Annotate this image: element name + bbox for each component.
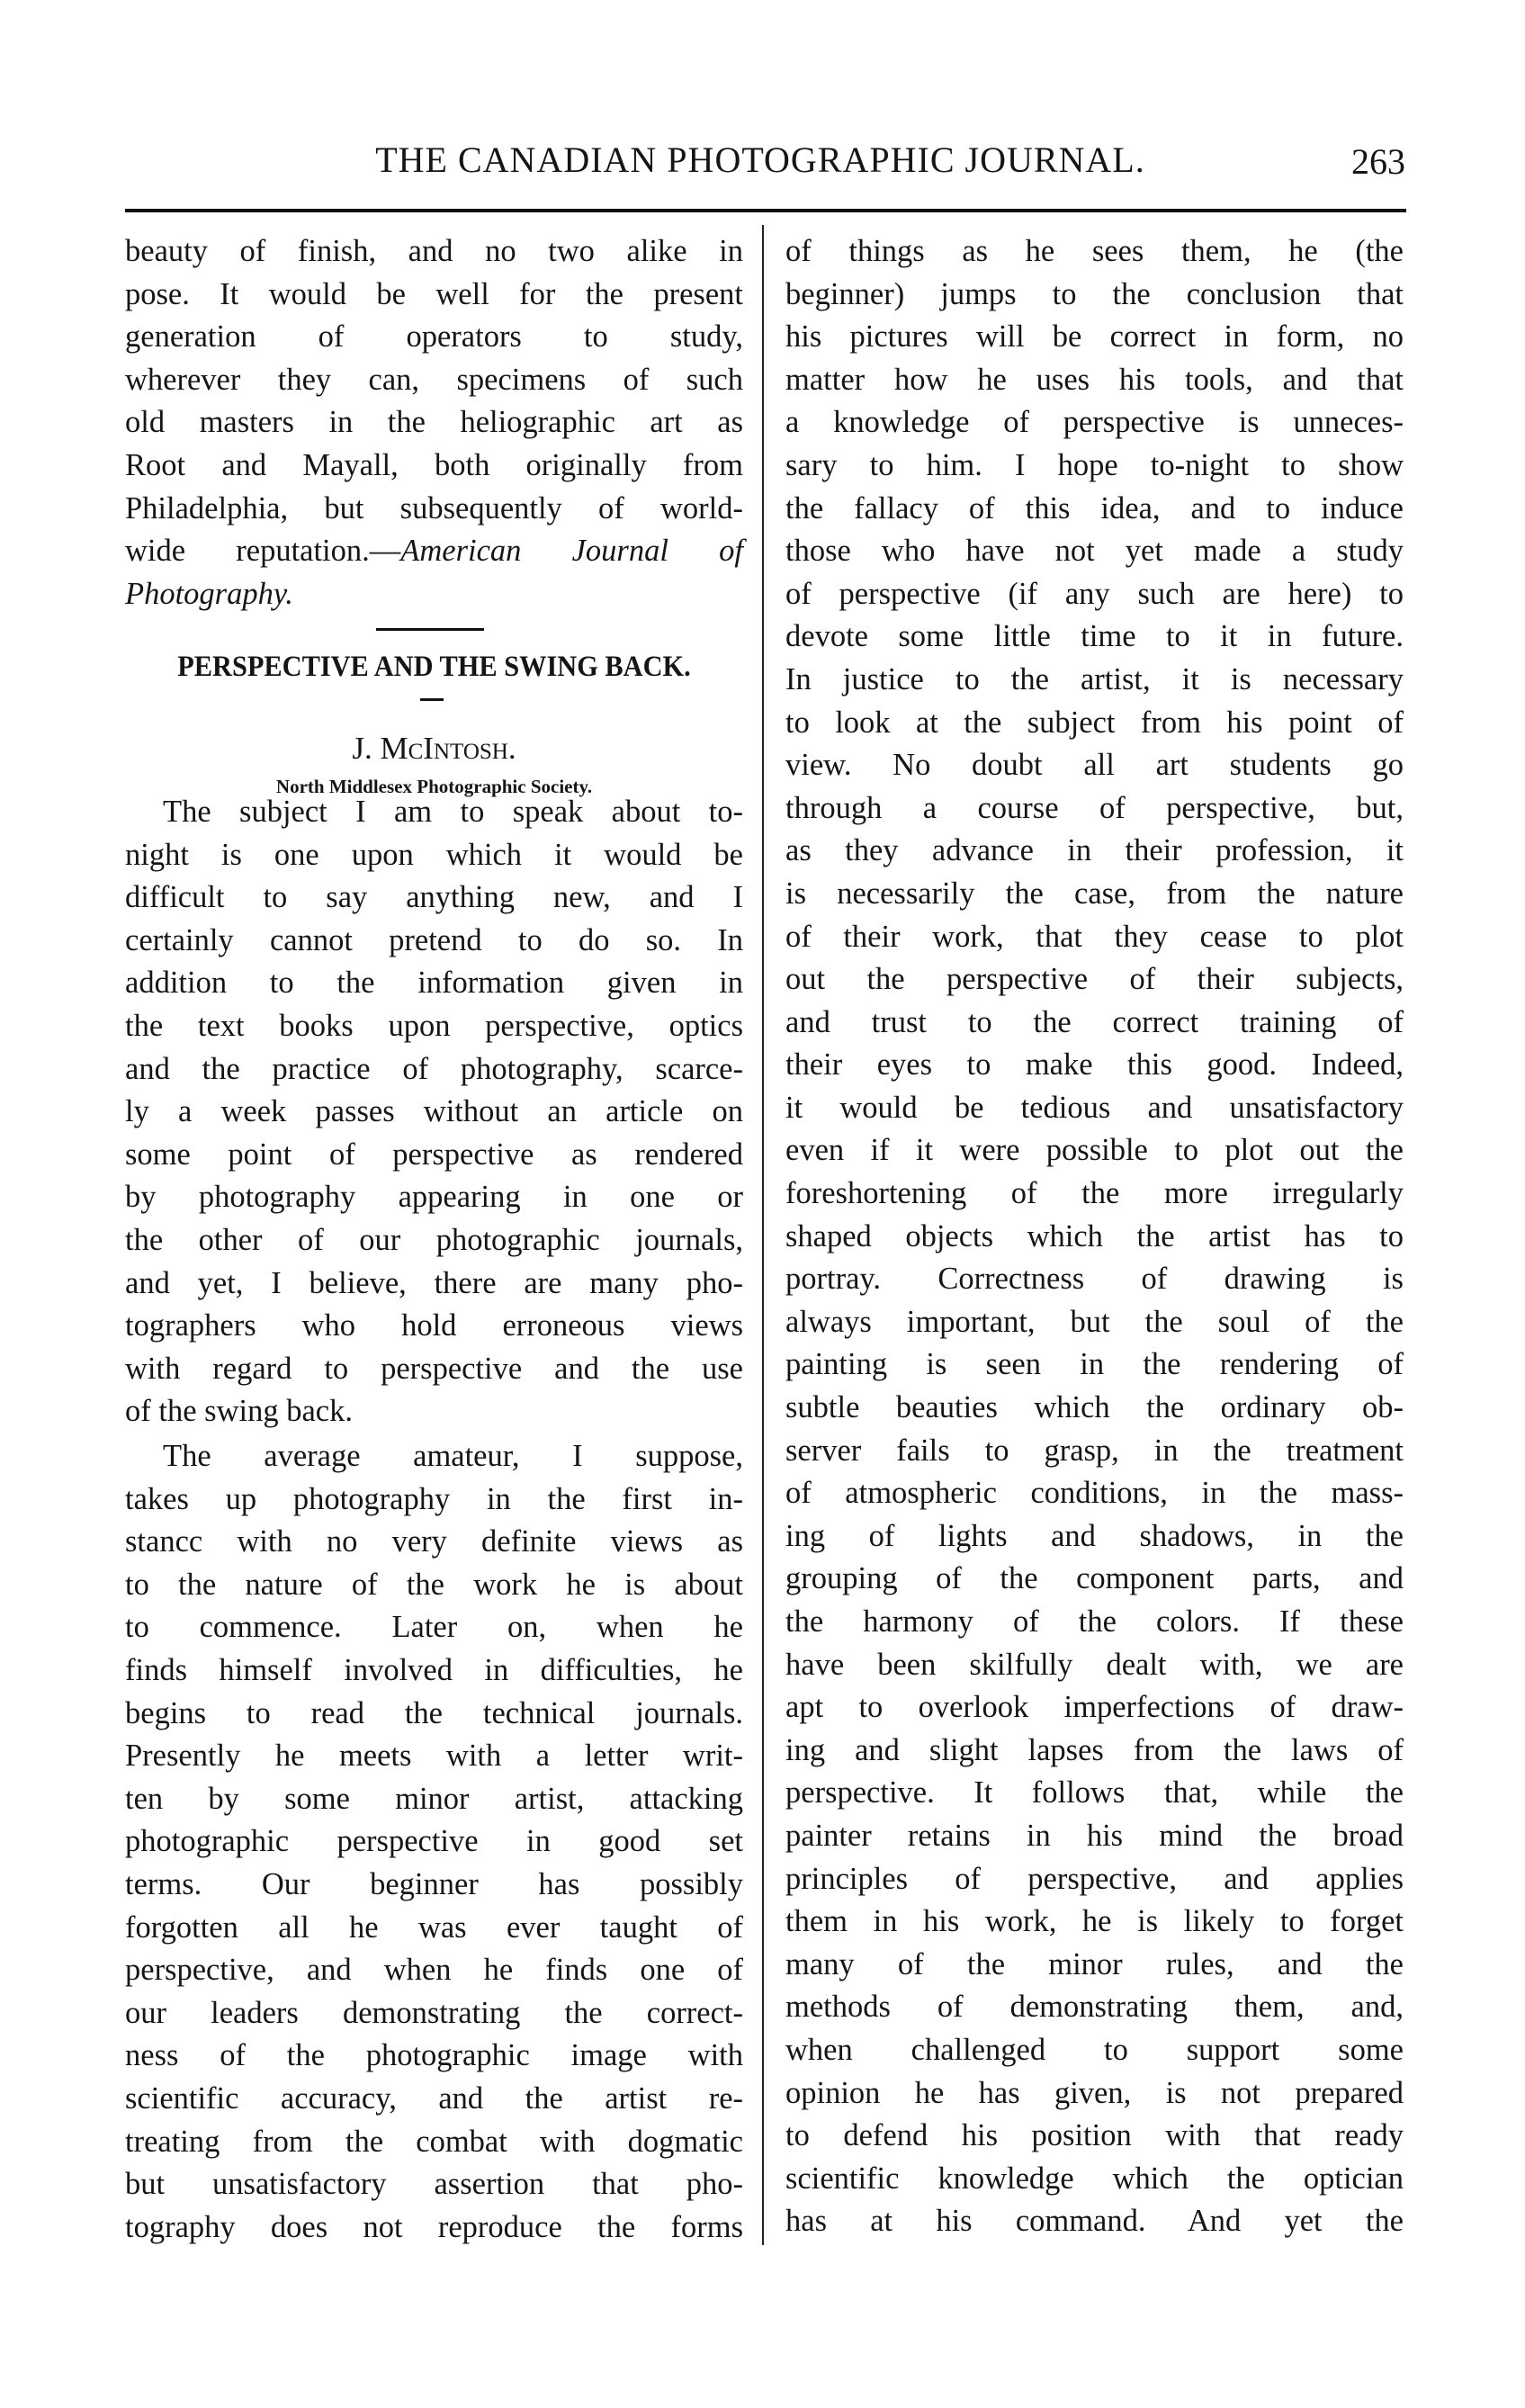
text-line: photographic perspective in good set	[125, 1824, 743, 1859]
text-line: always important, but the soul of the	[785, 1304, 1404, 1339]
text-line: Root and Mayall, both originally from	[125, 447, 743, 482]
text-line: beauty of finish, and no two alike in	[125, 234, 743, 268]
text-line: ing and slight lapses from the laws of	[785, 1732, 1404, 1767]
text-line: perspective. It follows that, while the	[785, 1775, 1404, 1810]
left-column-continuation	[125, 230, 743, 615]
text-line: portray. Correctness of drawing is	[785, 1262, 1404, 1297]
text-line: opinion he has given, is not prepared	[785, 2075, 1404, 2110]
text-line: scientific knowledge which the optician	[785, 2161, 1404, 2196]
text-line: wherever they can, specimens of such	[125, 362, 743, 397]
text-line: addition to the information given in	[125, 966, 743, 1001]
text-line: the harmony of the colors. If these	[785, 1604, 1404, 1639]
text-line: difficult to say anything new, and I	[125, 880, 743, 915]
running-header-title: THE CANADIAN PHOTOGRAPHIC JOURNAL.	[375, 139, 1145, 180]
text-line: is necessarily the case, from the nature	[785, 876, 1404, 911]
text-line: tographers who hold erroneous views	[125, 1308, 743, 1343]
text-line: old masters in the heliographic art as	[125, 405, 743, 440]
text-line: it would be tedious and unsatisfactory	[785, 1090, 1404, 1125]
text-line: night is one upon which it would be	[125, 837, 743, 872]
text-line: generation of operators to study,	[125, 319, 743, 355]
text-line: with regard to perspective and the use	[125, 1351, 743, 1386]
text-line: ten by some minor artist, attacking	[125, 1781, 743, 1816]
text-line: sary to him. I hope to-night to show	[785, 447, 1404, 482]
column-divider	[762, 225, 764, 2245]
text-line: ing of lights and shadows, in the	[785, 1518, 1404, 1553]
text-line: and yet, I believe, there are many pho-	[125, 1265, 743, 1300]
text-line: have been skilfully dealt with, we are	[785, 1647, 1404, 1682]
text-line: subtle beauties which the ordinary ob-	[785, 1390, 1404, 1425]
text-line: matter how he uses his tools, and that	[785, 362, 1404, 397]
article-heading: PERSPECTIVE AND THE SWING BACK.	[177, 651, 691, 683]
text-line: to commence. Later on, when he	[125, 1610, 743, 1645]
text-line: through a course of perspective, but,	[785, 790, 1404, 825]
text-line: of their work, that they cease to plot	[785, 919, 1404, 954]
text-line: as they advance in their profession, it	[785, 833, 1404, 868]
text-line: treating from the combat with dogmatic	[125, 2124, 743, 2159]
text-line: the fallacy of this idea, and to induce	[785, 490, 1404, 526]
text-line: their eyes to make this good. Indeed,	[785, 1047, 1404, 1083]
text-line: a knowledge of perspective is unneces-	[785, 405, 1404, 440]
text-line: them in his work, he is likely to forget	[785, 1904, 1404, 1939]
text-line: ness of the photographic image with	[125, 2038, 743, 2073]
text-line: principles of perspective, and applies	[785, 1861, 1404, 1896]
text-line: the text books upon perspective, optics	[125, 1008, 743, 1043]
text-line: In justice to the artist, it is necessary	[785, 661, 1404, 696]
text-line: tography does not reproduce the forms	[125, 2209, 743, 2244]
text-line: The subject I am to speak about to-	[163, 795, 743, 829]
author-affiliation: North Middlesex Photographic Society.	[275, 776, 593, 797]
text-line: beginner) jumps to the conclusion that	[785, 276, 1404, 311]
text-line: server fails to grasp, in the treatment	[785, 1433, 1404, 1468]
text-line: ly a week passes without an article on	[125, 1094, 743, 1129]
text-line: The average amateur, I suppose,	[163, 1439, 743, 1473]
text-line: begins to read the technical journals.	[125, 1695, 743, 1730]
text-line: to the nature of the work he is about	[125, 1567, 743, 1602]
text-line: to defend his position with that ready	[785, 2118, 1404, 2153]
text-line: perspective, and when he finds one of	[125, 1953, 743, 1988]
text-line: grouping of the component parts, and	[785, 1561, 1404, 1596]
text-line: finds himself involved in difficulties, he	[125, 1652, 743, 1687]
section-rule	[376, 628, 484, 631]
heading-rule	[420, 698, 444, 701]
text-line: painter retains in his mind the broad	[785, 1818, 1404, 1853]
text-line: foreshortening of the more irregularly	[785, 1176, 1404, 1211]
text-line: and trust to the correct training of	[785, 1004, 1404, 1039]
text-line: devote some little time to it in future.	[785, 619, 1404, 654]
text-line: of things as he sees them, he (the	[785, 234, 1404, 268]
source-citation-end: Photography.	[125, 576, 293, 611]
text-line: of perspective (if any such are here) to	[785, 576, 1404, 611]
text-line: apt to overlook imperfections of draw-	[785, 1690, 1404, 1725]
paragraph	[125, 1435, 743, 2249]
header-rule	[125, 209, 1406, 212]
text-line: Philadelphia, but subsequently of world-	[125, 490, 743, 526]
text-line: but unsatisfactory assertion that pho-	[125, 2167, 743, 2202]
page-number: 263	[1351, 141, 1405, 182]
text-line: those who have not yet made a study	[785, 534, 1404, 569]
text-line: the other of our photographic journals,	[125, 1222, 743, 1257]
text-line: stancc with no very definite views as	[125, 1524, 743, 1559]
text-line: takes up photography in the first in-	[125, 1481, 743, 1516]
text-line: has at his command. And yet the	[785, 2204, 1404, 2239]
text-line: view. No doubt all art students go	[785, 748, 1404, 783]
text-line: methods of demonstrating them, and,	[785, 1990, 1404, 2025]
text-line: some point of perspective as rendered	[125, 1137, 743, 1172]
text-line: when challenged to support some	[785, 2032, 1404, 2067]
text-line	[125, 530, 743, 573]
text-line: of atmospheric conditions, in the mass-	[785, 1476, 1404, 1511]
text-line: out the perspective of their subjects,	[785, 962, 1404, 997]
text-line: forgotten all he was ever taught of	[125, 1909, 743, 1945]
text-line: scientific accuracy, and the artist re-	[125, 2080, 743, 2116]
text-line: our leaders demonstrating the correct-	[125, 1995, 743, 2030]
text-line: Presently he meets with a letter writ-	[125, 1739, 743, 1774]
text-line: terms. Our beginner has possibly	[125, 1866, 743, 1901]
text-line: to look at the subject from his point of	[785, 705, 1404, 740]
text-line: and the practice of photography, scarce-	[125, 1051, 743, 1086]
right-column	[785, 230, 1404, 2243]
text-line: certainly cannot pretend to do so. In	[125, 922, 743, 957]
paragraph	[125, 791, 743, 1433]
article-author: J. McIntosh.	[352, 731, 516, 766]
text-line: even if it were possible to plot out the	[785, 1133, 1404, 1168]
text-line: by photography appearing in one or	[125, 1180, 743, 1215]
text-line: painting is seen in the rendering of	[785, 1347, 1404, 1382]
text-line: pose. It would be well for the present	[125, 276, 743, 311]
text-span: wide reputation.—	[125, 534, 401, 569]
text-line: of the swing back.	[125, 1394, 353, 1429]
text-line: many of the minor rules, and the	[785, 1946, 1404, 1981]
text-line: his pictures will be correct in form, no	[785, 319, 1404, 355]
text-line: shaped objects which the artist has to	[785, 1218, 1404, 1253]
source-citation: American Journal of	[400, 534, 743, 569]
